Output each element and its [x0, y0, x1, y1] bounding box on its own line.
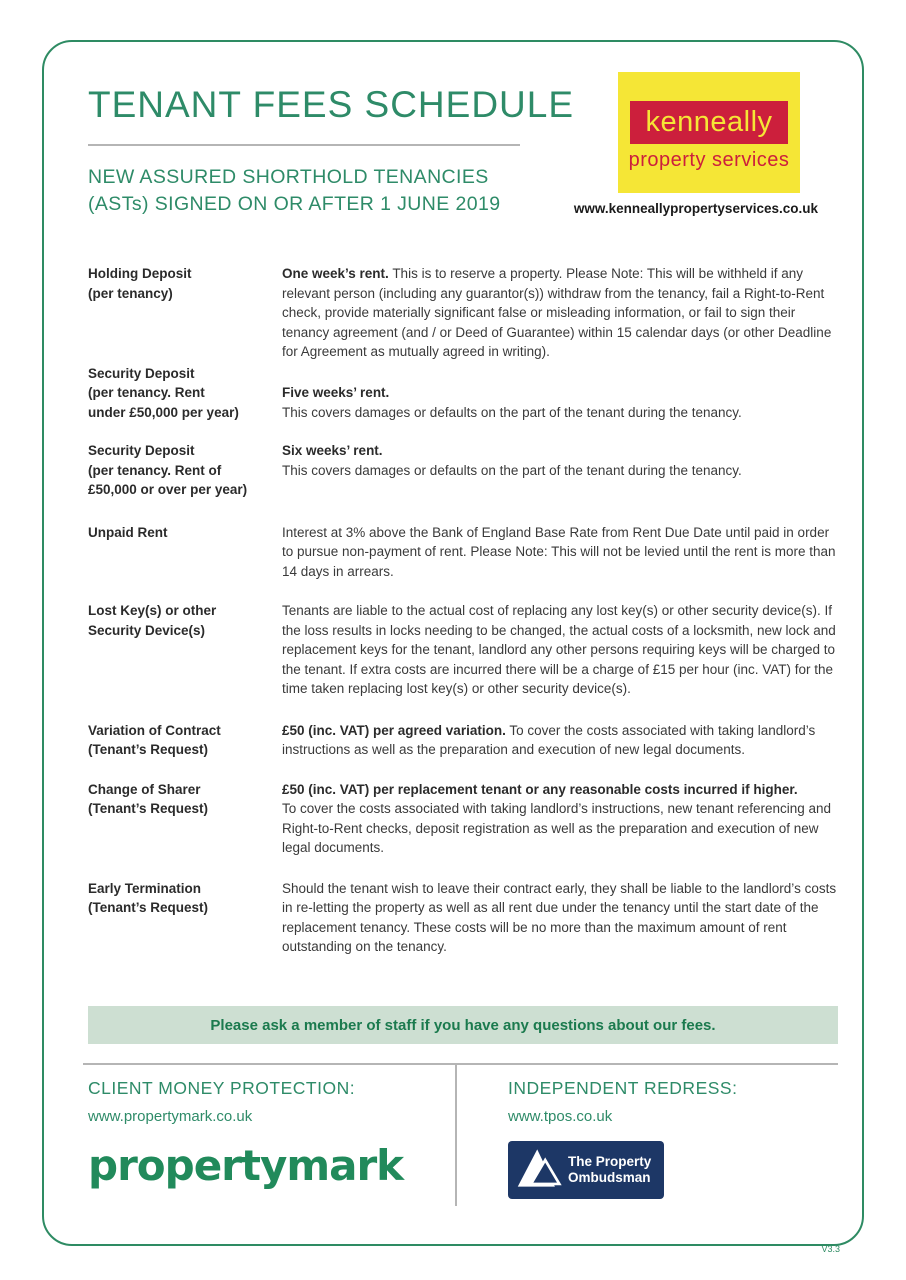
fee-label: Security Deposit (per tenancy. Rent of £50,000 or over per year)	[88, 443, 248, 497]
fee-row	[88, 721, 838, 760]
fee-description: Should the tenant wish to leave their contract early, they shall be liable to the landlord’s costs in re-letting the property as well as all rent due under the tenancy until the start date of the replacement tenancy. These costs will be no more than the maximum amount of rent outstanding on the tenancy.	[282, 880, 837, 954]
fee-label: Change of Sharer (Tenant’s Request)	[88, 781, 209, 816]
property-ombudsman-logo-text	[568, 1154, 651, 1185]
fee-label: Early Termination (Tenant’s Request)	[88, 880, 209, 915]
kenneally-logo	[618, 72, 800, 193]
fee-label: Variation of Contract (Tenant’s Request)	[88, 722, 221, 757]
propertymark-logo: propertymark	[88, 1141, 404, 1190]
fee-row	[88, 879, 838, 957]
fee-row	[88, 601, 838, 699]
subtitle-line-2: (ASTs) SIGNED ON OR AFTER 1 JUNE 2019	[88, 193, 501, 215]
fee-description: Interest at 3% above the Bank of England Base Rate from Rent Due Date until paid in order to pursue non-payment of rent. Please Note: This will not be levied until the rent is more than 14 days in arrears.	[282, 524, 836, 579]
page-subtitle	[88, 164, 500, 218]
property-ombudsman-logo	[508, 1141, 664, 1199]
fee-label: Security Deposit (per tenancy. Rent under £50,000 per year)	[88, 365, 239, 420]
fee-row	[88, 780, 838, 858]
property-ombudsman-triangle-icon	[516, 1147, 562, 1194]
property-ombudsman-logo-line1: The Property	[568, 1154, 652, 1170]
fee-row	[88, 264, 838, 362]
version-label: V3.3	[821, 1244, 840, 1254]
fee-description: £50 (inc. VAT) per replacement tenant or any reasonable costs incurred if higher. To cover the costs associated with taking landlord’s instructions, new tenant referencing and Right-to-Rent checks, deposit registration as well as the preparation and execution of new legal documents.	[282, 781, 832, 855]
client-money-protection-heading: CLIENT MONEY PROTECTION:	[88, 1078, 356, 1098]
footer-divider	[83, 1063, 838, 1065]
title-divider	[88, 144, 520, 146]
subtitle-line-1: NEW ASSURED SHORTHOLD TENANCIES	[88, 166, 489, 188]
fee-label: Holding Deposit (per tenancy)	[88, 266, 192, 301]
fee-label: Unpaid Rent	[88, 524, 168, 540]
fee-description: One week’s rent. This is to reserve a property. Please Note: This will be withheld if any relevant person (including any guarantor(s)) withdraw from the tenancy, fail a Right-to-Rent check, provide materially significant false or misleading information, or fail to sign their tenancy agreement (and / or Deed of Guarantee) within 15 calendar days (or other Deadline for Agreement as mutually agreed in writing).	[282, 266, 832, 359]
fee-description: Tenants are liable to the actual cost of replacing any lost key(s) or other security device(s). If the loss results in locks needing to be changed, the actual costs of a locksmith, new lock and replacement keys for the tenant, landlord any other persons requiring keys will be charged to the tenant. If extra costs are incurred there will be a charge of £15 per hour (inc. VAT) for the time taken replacing lost key(s) or other security device(s).	[282, 603, 836, 696]
tpos-url: www.tpos.co.uk	[508, 1108, 613, 1125]
fee-description: Six weeks’ rent. This covers damages or defaults on the part of the tenant during the tenancy.	[282, 443, 742, 478]
fee-row	[88, 364, 838, 423]
client-money-protection-section	[88, 1078, 403, 1190]
footer-column-divider	[455, 1063, 457, 1206]
propertymark-url: www.propertymark.co.uk	[88, 1108, 253, 1125]
questions-banner	[88, 1006, 838, 1044]
kenneally-website-url: www.kenneallypropertyservices.co.uk	[573, 201, 818, 216]
kenneally-logo-name-box	[630, 101, 788, 144]
fee-description: Five weeks’ rent. This covers damages or defaults on the part of the tenant during the tenancy.	[282, 385, 742, 420]
independent-redress-section	[508, 1078, 737, 1199]
fee-description: £50 (inc. VAT) per agreed variation. To cover the costs associated with taking landlord’s instructions as well as the preparation and execution of new legal documents.	[282, 722, 816, 757]
fee-row	[88, 441, 838, 500]
property-ombudsman-logo-line2: Ombudsman	[568, 1170, 651, 1185]
fee-label: Lost Key(s) or other Security Device(s)	[88, 603, 217, 638]
fee-table	[88, 264, 838, 957]
fee-row	[88, 523, 838, 582]
kenneally-logo-tagline: property services	[628, 149, 790, 171]
independent-redress-heading: INDEPENDENT REDRESS:	[508, 1078, 738, 1098]
kenneally-logo-name: kenneally	[645, 106, 773, 138]
page-title: TENANT FEES SCHEDULE	[88, 84, 575, 125]
questions-banner-text: Please ask a member of staff if you have any questions about our fees.	[210, 1016, 716, 1034]
